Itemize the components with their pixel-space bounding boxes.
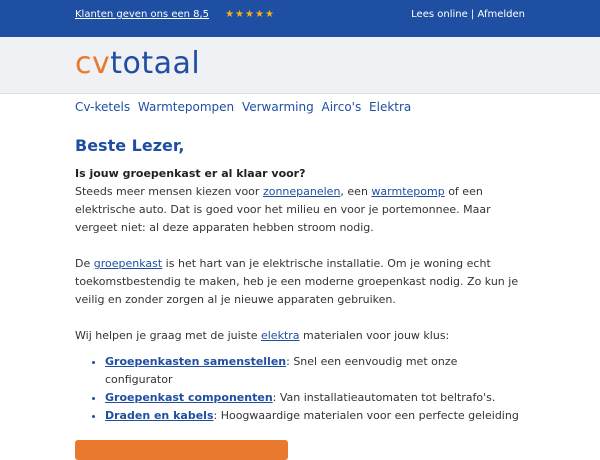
nav-cv-ketels[interactable]: Cv-ketels bbox=[75, 100, 131, 114]
list-item-text: : Hoogwaardige materialen voor een perfecte geleiding bbox=[213, 409, 519, 422]
nav-verwarming[interactable]: Verwarming bbox=[241, 100, 314, 114]
para2-text-1: De bbox=[75, 257, 94, 270]
email-body bbox=[75, 100, 525, 425]
groepenkast-componenten-link[interactable]: Groepenkast componenten bbox=[105, 391, 273, 404]
paragraph-intro bbox=[75, 165, 525, 237]
para1-text-1: Steeds meer mensen kiezen voor bbox=[75, 185, 263, 198]
top-bar bbox=[0, 0, 600, 37]
list-item bbox=[105, 353, 525, 389]
nav-aircos[interactable]: Airco's bbox=[321, 100, 362, 114]
warmtepomp-link[interactable]: warmtepomp bbox=[371, 185, 445, 198]
category-nav bbox=[75, 100, 525, 116]
para2-text-2: is het hart van je elektrische installatie. Om je woning echt toekomstbestendig te maken, heb je een moderne groepenkast nodig. Zo kun je veilig en zonder zorgen al je nieuwe apparaten gebruiken. bbox=[75, 257, 519, 306]
logo-totaal: totaal bbox=[110, 46, 201, 81]
question-heading: Is jouw groepenkast er al klaar voor? bbox=[75, 167, 306, 180]
paragraph-help bbox=[75, 327, 525, 345]
zonnepanelen-link[interactable]: zonnepanelen bbox=[262, 185, 341, 198]
paragraph-groepenkast bbox=[75, 255, 525, 309]
cta-button[interactable] bbox=[75, 440, 288, 460]
cvtotaal-logo[interactable] bbox=[75, 47, 200, 81]
elektra-link[interactable]: elektra bbox=[260, 329, 300, 342]
para3-text-1: Wij helpen je graag met de juiste bbox=[75, 329, 261, 342]
reviews-link[interactable]: Klanten geven ons een 8,5 bbox=[75, 9, 210, 20]
read-online-link[interactable]: Lees online bbox=[411, 9, 468, 20]
logo-band bbox=[0, 37, 600, 94]
list-item bbox=[105, 389, 525, 407]
groepenkast-link[interactable]: groepenkast bbox=[93, 257, 163, 270]
header-separator: | bbox=[467, 9, 478, 20]
nav-elektra[interactable]: Elektra bbox=[369, 100, 412, 114]
logo-cv: cv bbox=[75, 46, 111, 81]
para1-text-3: of een elektrische auto. Dat is goed voor het milieu en voor je portemonnee. Maar vergeet niet: al deze apparaten hebben stroom nodig. bbox=[75, 185, 491, 234]
greeting-heading: Beste Lezer, bbox=[75, 136, 185, 155]
nav-warmtepompen[interactable]: Warmtepompen bbox=[137, 100, 235, 114]
reviews-block bbox=[75, 9, 274, 20]
para1-text-2: , een bbox=[340, 185, 372, 198]
list-item-text: : Snel een eenvoudig met onze configurator bbox=[105, 355, 458, 386]
product-list bbox=[75, 353, 525, 425]
star-icon: ★ bbox=[235, 8, 244, 20]
rating-stars bbox=[225, 10, 274, 20]
unsubscribe-link[interactable]: Afmelden bbox=[477, 9, 525, 20]
star-icon: ★ bbox=[264, 8, 274, 20]
para3-text-2: materialen voor jouw klus: bbox=[299, 329, 450, 342]
groepenkasten-samenstellen-link[interactable]: Groepenkasten samenstellen bbox=[105, 355, 287, 368]
list-item-text: : Van installatieautomaten tot beltrafo's. bbox=[272, 391, 496, 404]
star-icon: ★ bbox=[225, 8, 235, 20]
list-item bbox=[105, 407, 525, 425]
draden-en-kabels-link[interactable]: Draden en kabels bbox=[105, 409, 214, 422]
star-icon: ★ bbox=[245, 8, 254, 20]
star-icon: ★ bbox=[254, 8, 264, 20]
header-links bbox=[411, 9, 525, 20]
